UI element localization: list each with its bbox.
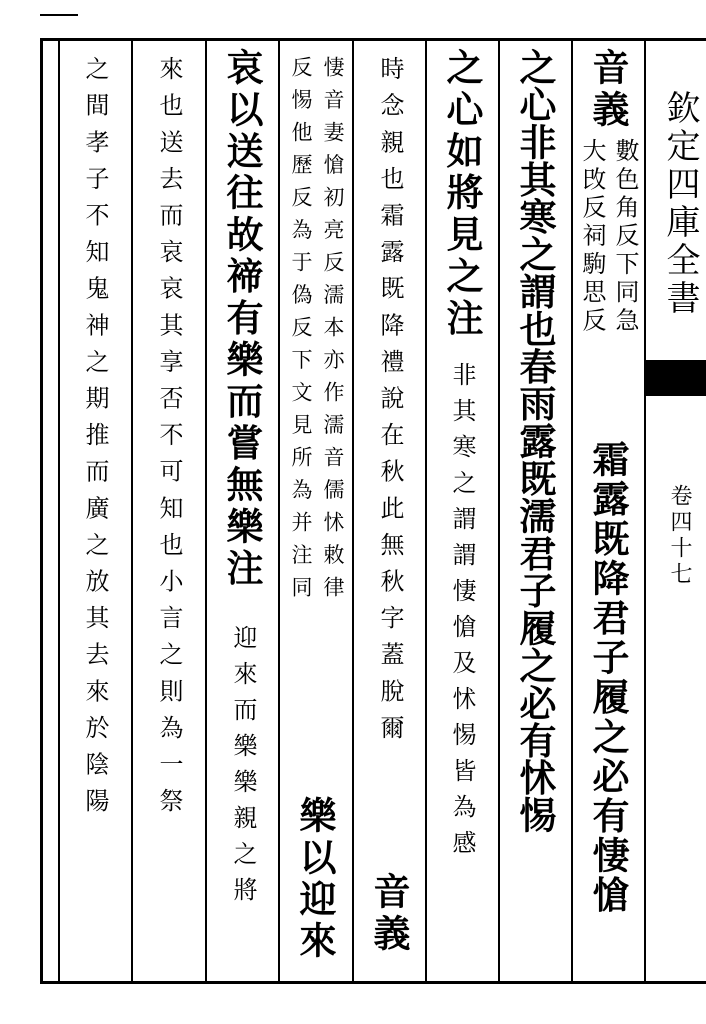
text-column-1-body: 霜露既降君子履之必有悽愴 — [586, 440, 630, 916]
text-column-5-body: 樂以迎來 — [293, 796, 337, 963]
column-divider — [352, 38, 354, 984]
text-column-4-note: 時念親也霜露既降禮說在秋此無秋字蓋脫爾 — [376, 56, 404, 752]
text-column-6-note: 迎來而樂樂親之將 — [229, 625, 257, 913]
text-column-5-note-right: 悽音妻愴初亮反濡本亦作濡音儒怵敕律 — [321, 56, 345, 609]
text-column-5-note-left: 反惕他歷反為于偽反下文見所為并注同 — [289, 56, 313, 609]
text-column-8-note: 之間孝子不知鬼神之期推而廣之放其去來於陰陽 — [81, 56, 109, 825]
text-column-1-note-left: 大攺反祠駒思反 — [578, 138, 606, 336]
page-margin — [644, 38, 706, 984]
column-divider — [498, 38, 500, 984]
column-divider — [131, 38, 133, 984]
column-divider — [571, 38, 573, 984]
column-divider — [278, 38, 280, 984]
text-column-1-heading: 音義 — [586, 48, 630, 132]
frame-inner-line — [58, 38, 60, 984]
volume-label: 卷四十七 — [667, 484, 692, 588]
text-column-1-note-right: 數色角反下同急 — [611, 138, 639, 336]
text-column-7-note: 來也送去而哀哀其享否不可知也小言之則為一祭 — [155, 56, 183, 825]
column-divider — [205, 38, 207, 984]
text-column-2: 之心非其寒之謂也春雨露既濡君子履之必有怵惕 — [513, 48, 557, 834]
column-divider — [425, 38, 427, 984]
book-title: 欽定四庫全書 — [660, 90, 700, 318]
text-column-3-main: 之心如將見之注 — [440, 48, 484, 340]
text-column-3-note: 非其寒之謂謂悽愴及怵惕皆為感 — [448, 362, 476, 866]
top-mark — [40, 14, 78, 16]
text-column-4-heading: 音義 — [367, 872, 411, 956]
fishtail-band — [646, 360, 706, 396]
text-column-6-main: 哀以送往故禘有樂而嘗無樂注 — [220, 48, 264, 591]
